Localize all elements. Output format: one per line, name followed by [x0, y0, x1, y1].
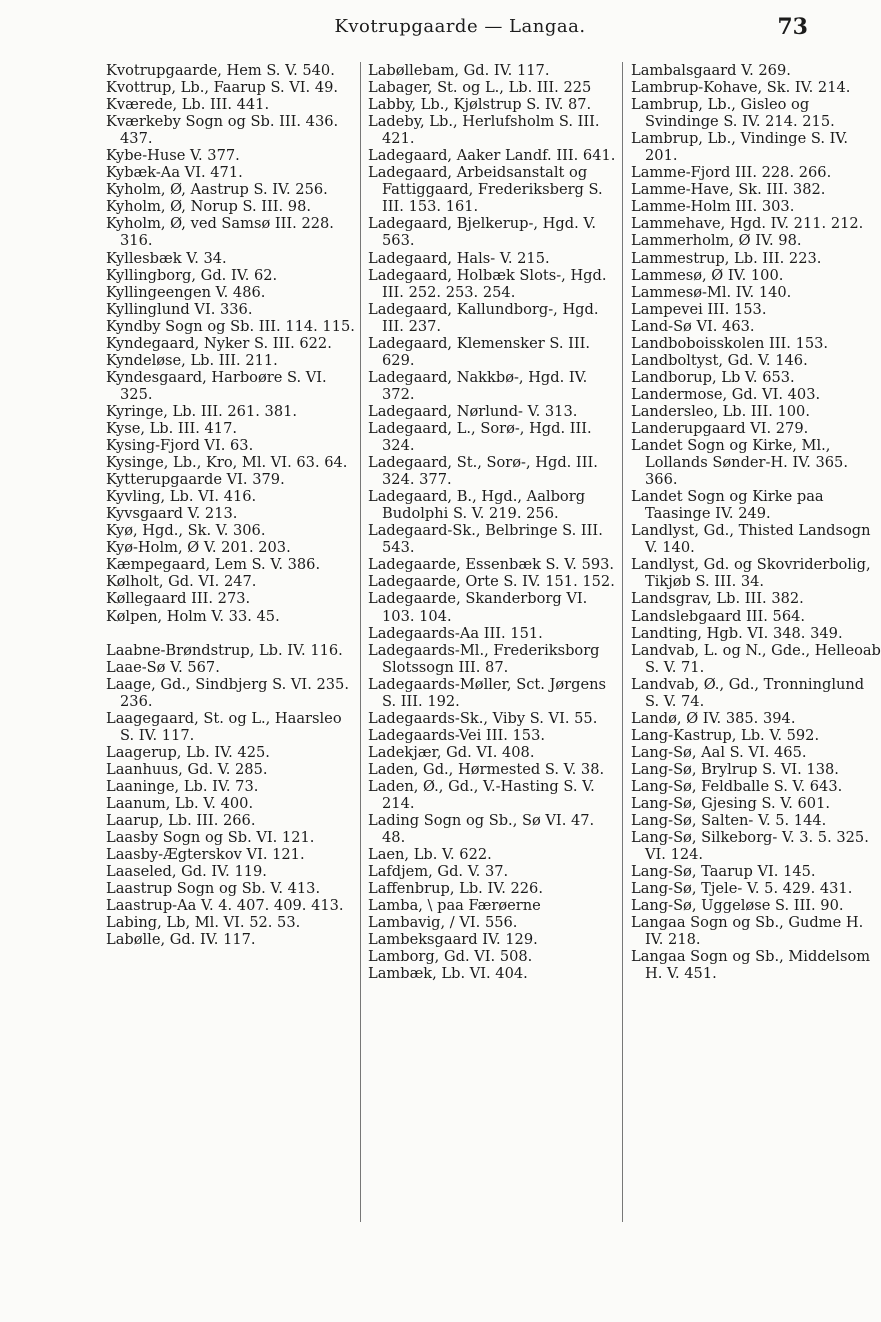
index-entry: Lamme-Fjord III. 228. 266. [631, 164, 832, 182]
index-entry: Lamba, \ paa Færøerne [368, 897, 541, 915]
index-entry: Laanhuus, Gd. V. 285. [106, 760, 268, 778]
index-entry: Lang-Sø, Aal S. VI. 465. [631, 743, 807, 761]
index-column-1 [106, 62, 356, 1262]
index-entry: Kyllinglund VI. 336. [106, 300, 253, 318]
index-entry: Lambrup, Lb., Vindinge S. IV. 201. [631, 130, 849, 165]
index-entry: Lang-Sø, Salten- V. 5. 144. [631, 812, 827, 830]
index-entry: Ladegaard, Holbæk Slots-, Hgd. III. 252. 253. 254. [368, 266, 607, 301]
index-entry: Ladegaards-Vei III. 153. [368, 726, 545, 744]
index-entry: Laasby Sogn og Sb. VI. 121. [106, 829, 315, 847]
index-entry: Kyse, Lb. III. 417. [106, 419, 237, 437]
index-entry: Kyllingborg, Gd. IV. 62. [106, 266, 278, 284]
index-entry: Ladekjær, Gd. VI. 408. [368, 743, 535, 761]
index-entry: Landø, Ø IV. 385. 394. [631, 709, 796, 727]
index-entry: Ladegaards-Ml., Frederiksborg Slotssogn III. 87. [368, 641, 600, 676]
index-entry: Lammehave, Hgd. IV. 211. 212. [631, 215, 864, 233]
index-entry: Ladegaarde, Essenbæk S. V. 593. [368, 556, 615, 574]
index-entry: Laden, Gd., Hørmested S. V. 38. [368, 760, 605, 778]
index-entry: Lambæk, Lb. VI. 404. [368, 965, 528, 983]
index-entry: Labager, St. og L., Lb. III. 225 [368, 79, 592, 97]
index-entry: Ladegaards-Sk., Viby S. VI. 55. [368, 709, 598, 727]
index-entry: Lamborg, Gd. VI. 508. [368, 948, 533, 966]
index-column-3 [631, 62, 881, 1262]
index-entry: Lamme-Holm III. 303. [631, 198, 795, 216]
index-entry: Labølle, Gd. IV. 117. [106, 931, 256, 949]
index-entry: Lafdjem, Gd. V. 37. [368, 863, 509, 881]
index-entry: Ladegaard, Arbeidsanstalt og Fattiggaard, Frederiksberg S. III. 153. 161. [368, 164, 603, 216]
index-entry: Laastrup-Aa V. 4. 407. 409. 413. [106, 897, 344, 915]
index-entry: Ladegaard, Klemensker S. III. 629. [368, 334, 591, 369]
index-entry: Kyndby Sogn og Sb. III. 114. 115. [106, 317, 355, 335]
index-entry: Kysing-Fjord VI. 63. [106, 437, 254, 455]
index-entry: Kyø-Holm, Ø V. 201. 203. [106, 539, 291, 557]
index-entry: Kæmpegaard, Lem S. V. 386. [106, 556, 321, 574]
index-entry: Kværede, Lb. III. 441. [106, 96, 270, 114]
column-divider [360, 62, 361, 1222]
index-entry: Laaseled, Gd. IV. 119. [106, 863, 267, 881]
index-entry: Labing, Lb, Ml. VI. 52. 53. [106, 914, 301, 932]
index-entry: Ladegaard, L., Sorø-, Hgd. III. 324. [368, 419, 592, 455]
index-entry: Ladegaard, Kallundborg-, Hgd. III. 237. [368, 300, 599, 335]
index-entry: Ladegaard, Nakkbø-, Hgd. IV. 372. [368, 368, 588, 403]
index-entry: Ladegaard, St., Sorø-, Hgd. III. 324. 377. [368, 454, 598, 489]
index-column-2 [368, 62, 618, 1262]
index-entry: Laarup, Lb. III. 266. [106, 812, 256, 830]
index-entry: Kyndegaard, Nyker S. III. 622. [106, 334, 332, 352]
index-entry: Lambeksgaard IV. 129. [368, 931, 538, 949]
index-entry: Ladegaard, Aaker Landf. III. 641. [368, 147, 616, 165]
index-entry: Lambrup-Kohave, Sk. IV. 214. [631, 79, 851, 97]
index-entry: Kværkeby Sogn og Sb. III. 436. 437. [106, 113, 339, 148]
index-entry: Ladegaard, Nørlund- V. 313. [368, 402, 578, 420]
index-entry: Lang-Sø, Uggeløse S. III. 90. [631, 897, 844, 915]
index-entry: Laagerup, Lb. IV. 425. [106, 743, 270, 761]
index-entry: Kyndeløse, Lb. III. 211. [106, 351, 278, 369]
index-entry: Lambrup, Lb., Gisleo og Svindinge S. IV. 214. 215. [631, 96, 835, 131]
index-entry: Ladegaard, Bjelkerup-, Hgd. V. 563. [368, 215, 596, 250]
index-entry: Kvotrupgaarde, Hem S. V. 540. [106, 62, 335, 79]
index-entry: Landboltyst, Gd. V. 146. [631, 351, 808, 369]
index-entry: Laae-Sø V. 567. [106, 658, 220, 676]
index-entry: Kybe-Huse V. 377. [106, 147, 240, 165]
index-entry: Lamme-Have, Sk. III. 382. [631, 181, 826, 199]
index-entry: Lampevei III. 153. [631, 300, 767, 318]
running-header [0, 14, 826, 46]
column-divider [622, 62, 623, 1222]
index-entry: Landlyst, Gd., Thisted Landsogn V. 140. [631, 522, 871, 557]
index-entry: Lang-Sø, Silkeborg- V. 3. 5. 325. VI. 124. [631, 829, 869, 864]
index-entry: Landet Sogn og Kirke, Ml., Lollands Sønder-H. IV. 365. 366. [631, 437, 848, 489]
index-entry: Kyholm, Ø, Norup S. III. 98. [106, 198, 312, 216]
index-entry: Landslebgaard III. 564. [631, 607, 806, 625]
index-entry: Kyø, Hgd., Sk. V. 306. [106, 522, 266, 540]
index-entry: Landersleo, Lb. III. 100. [631, 402, 810, 420]
index-entry: Køllegaard III. 273. [106, 590, 251, 608]
index-entry: Kybæk-Aa VI. 471. [106, 164, 243, 182]
index-entry: Landvab, Ø., Gd., Tronninglund S. V. 74. [631, 675, 865, 710]
index-entry: Kølholt, Gd. VI. 247. [106, 573, 257, 591]
index-entry: Kytterupgaarde VI. 379. [106, 471, 285, 489]
index-entry: Kyringe, Lb. III. 261. 381. [106, 402, 298, 420]
page-number: 73 [777, 14, 808, 40]
index-entry: Kyllesbæk V. 34. [106, 249, 227, 267]
index-entry: Kyvling, Lb. VI. 416. [106, 488, 257, 506]
index-entry: Laasby-Ægterskov VI. 121. [106, 846, 305, 864]
index-entry: Ladegaarde, Orte S. IV. 151. 152. [368, 573, 615, 591]
index-entry: Labøllebam, Gd. IV. 117. [368, 62, 550, 79]
index-entry: Laen, Lb. V. 622. [368, 846, 492, 864]
index-entry: Laaninge, Lb. IV. 73. [106, 777, 259, 795]
running-title: Kvotrupgaarde — Langaa. [334, 16, 586, 37]
index-entry: Laffenbrup, Lb. IV. 226. [368, 880, 543, 898]
index-entry: Landsgrav, Lb. III. 382. [631, 590, 804, 608]
index-entry: Lammesø, Ø IV. 100. [631, 266, 784, 284]
index-entry: Kyllingeengen V. 486. [106, 283, 266, 301]
index-entry: Landting, Hgb. VI. 348. 349. [631, 624, 843, 642]
index-entry: Lammesø-Ml. IV. 140. [631, 283, 792, 301]
index-entry: Landboboisskolen III. 153. [631, 334, 829, 352]
index-entry: Landvab, L. og N., Gde., Helleoab S. V. 71. [631, 641, 881, 676]
index-entry: Lang-Sø, Tjele- V. 5. 429. 431. [631, 880, 853, 898]
index-entry: Laden, Ø., Gd., V.-Hasting S. V. 214. [368, 777, 595, 813]
index-entry: Landborup, Lb V. 653. [631, 368, 795, 386]
index-entry: Langaa Sogn og Sb., Gudme H. IV. 218. [631, 914, 864, 949]
index-entry: Lang-Kastrup, Lb. V. 592. [631, 726, 820, 744]
index-entry: Landet Sogn og Kirke paa Taasinge IV. 249. [631, 488, 824, 523]
index-entry: Ladeby, Lb., Herlufsholm S. III. 421. [368, 113, 600, 148]
index-entry: Laabne-Brøndstrup, Lb. IV. 116. [106, 641, 343, 659]
index-entry: Laastrup Sogn og Sb. V. 413. [106, 880, 321, 898]
index-entry: Lang-Sø, Brylrup S. VI. 138. [631, 760, 839, 778]
index-entry: Lambavig, / VI. 556. [368, 914, 518, 932]
index-entry: Kyndesgaard, Harboøre S. VI. 325. [106, 368, 327, 403]
index-entry: Kyholm, Ø, Aastrup S. IV. 256. [106, 181, 328, 199]
index-entry: Kysinge, Lb., Kro, Ml. VI. 63. 64. [106, 454, 348, 472]
index-entry: Lading Sogn og Sb., Sø VI. 47. 48. [368, 812, 595, 847]
index-entry: Kølpen, Holm V. 33. 45. [106, 607, 280, 625]
index-entry: Landlyst, Gd. og Skovriderbolig, Tikjøb S. III. 34. [631, 556, 871, 591]
index-entry: Laanum, Lb. V. 400. [106, 794, 254, 812]
index-entry: Land-Sø VI. 463. [631, 317, 755, 335]
index-entry: Ladegaarde, Skanderborg VI. 103. 104. [368, 590, 588, 625]
index-entry: Langaa Sogn og Sb., Middelsom H. V. 451. [631, 948, 871, 983]
index-entry: Lambalsgaard V. 269. [631, 62, 791, 79]
index-entry: Kyholm, Ø, ved Samsø III. 228. 316. [106, 215, 334, 250]
index-entry: Kvottrup, Lb., Faarup S. VI. 49. [106, 79, 339, 97]
index-entry: Kyvsgaard V. 213. [106, 505, 238, 523]
index-entry: Laage, Gd., Sindbjerg S. VI. 235. 236. [106, 675, 349, 710]
index-entry: Laagegaard, St. og L., Haarsleo S. IV. 117. [106, 709, 342, 744]
index-entry: Lang-Sø, Taarup VI. 145. [631, 863, 816, 881]
index-entry: Lang-Sø, Gjesing S. V. 601. [631, 795, 830, 813]
index-entry: Landerupgaard VI. 279. [631, 419, 809, 437]
index-entry: Ladegaard-Sk., Belbringe S. III. 543. [368, 522, 603, 557]
index-entry: Ladegaards-Møller, Sct. Jørgens S. III. 192. [368, 675, 606, 710]
index-entry: Landermose, Gd. VI. 403. [631, 385, 821, 403]
index-entry: Lammestrup, Lb. III. 223. [631, 249, 822, 267]
index-entry: Labby, Lb., Kjølstrup S. IV. 87. [368, 96, 592, 114]
index-entry: Lang-Sø, Feldballe S. V. 643. [631, 777, 843, 795]
index-entry: Ladegaard, Hals- V. 215. [368, 249, 550, 267]
index-entry: Lammerholm, Ø IV. 98. [631, 232, 802, 250]
index-entry: Ladegaard, B., Hgd., Aalborg Budolphi S. V. 219. 256. [368, 488, 586, 523]
index-entry: Ladegaards-Aa III. 151. [368, 624, 543, 642]
